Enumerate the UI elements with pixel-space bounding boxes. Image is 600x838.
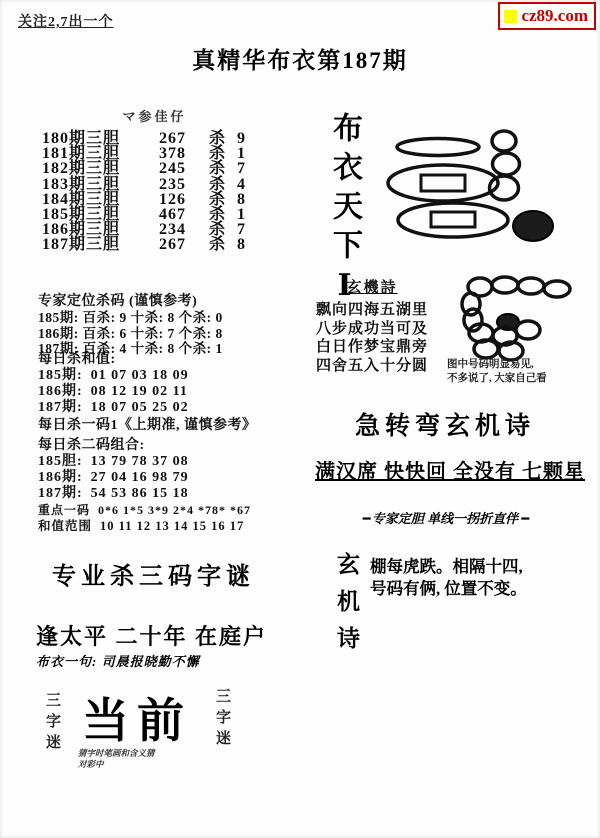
kill-label-cell: 杀 — [208, 221, 226, 239]
row-label: 186期: — [38, 470, 83, 485]
kill-position-row: 186期: 百杀: 6 十杀: 7 个杀: 8 — [38, 325, 223, 341]
mystery-text — [370, 556, 595, 600]
daily-kill-combo-section — [38, 414, 298, 534]
daily-kill-sum-section — [38, 348, 298, 416]
mystery-text-line: 棚每虎跌。相隔十四, — [370, 557, 523, 576]
figure-caption — [447, 358, 597, 386]
daily-kill-two-title: 每日杀二码组合: — [38, 438, 145, 453]
kill-value-cell: 8 — [237, 236, 246, 254]
three-char-note — [78, 748, 155, 770]
history-header: マ参佳仔 — [122, 109, 187, 124]
focus-note: 关注2,7出一个 — [18, 15, 114, 30]
number-row — [38, 454, 298, 470]
row-values: 08 12 19 02 11 — [90, 384, 188, 399]
turn-poem-line: 满汉席 快快回 全没有 七颗星 — [315, 461, 585, 483]
period-cell: 183期三胆 — [42, 175, 121, 193]
kill-label-cell: 杀 — [208, 206, 226, 224]
period-cell: 185期三胆 — [42, 206, 121, 224]
buyi-sentence: 布衣一句: 司晨报晓勤不懈 — [36, 654, 200, 669]
note-line: 对彩中 — [78, 759, 104, 769]
number-row — [38, 486, 298, 502]
code-cell: 267 — [159, 130, 186, 147]
kill-value-cell: 1 — [237, 145, 246, 163]
code-cell: 245 — [159, 160, 186, 178]
table-row — [42, 237, 267, 252]
row-values: 10 11 12 13 14 15 16 17 — [100, 519, 245, 533]
code-cell: 467 — [159, 206, 186, 224]
row-label: 185胆: — [38, 454, 83, 469]
period-cell: 181期三胆 — [42, 145, 121, 163]
riddle-line: 逢太平 二十年 在庭户 — [36, 624, 268, 649]
period-cell: 187期三胆 — [42, 236, 121, 254]
code-cell: 235 — [159, 175, 186, 193]
expert-note — [300, 508, 590, 527]
daily-kill-one-title: 每日杀一码1《上期准, 谨慎参考》 — [38, 418, 257, 433]
number-row — [38, 384, 298, 400]
row-values: 54 53 86 15 18 — [90, 486, 189, 501]
yellow-square-icon — [504, 10, 517, 23]
daily-kill-sum-title: 每日杀和值: — [38, 352, 116, 367]
row-label: 186期: — [38, 384, 83, 399]
row-values: 13 79 78 37 08 — [90, 454, 189, 469]
poem-line: 白日作梦宝鼎旁 — [315, 339, 428, 355]
row-values: 01 07 03 18 09 — [90, 368, 189, 383]
coin-illustration — [383, 125, 565, 247]
sum-range-row — [38, 518, 298, 534]
divider-dash: ━ — [362, 511, 369, 526]
code-cell: 267 — [159, 236, 186, 254]
mystery-poem-title: 玄機詩 — [346, 280, 398, 296]
turn-poem-title: 急转弯玄机诗 — [354, 413, 535, 440]
page-title: 真精华布衣第187期 — [192, 48, 408, 73]
mystery-poem — [308, 276, 436, 375]
number-row — [38, 368, 298, 384]
kill-label-cell: 杀 — [208, 130, 226, 147]
expert-note-text: 专家定胆 单线一拐折直伴 — [371, 511, 519, 526]
kill-value-cell: 8 — [237, 190, 246, 208]
row-values: 18 07 05 25 02 — [90, 400, 189, 415]
row-values: 0*6 1*5 3*9 2*4 *78* *67 — [98, 503, 252, 517]
poem-line: 飘向四海五湖里 — [315, 302, 428, 318]
mystery-text-line: 号码有俩, 位置不变。 — [370, 579, 527, 598]
period-cell: 184期三胆 — [42, 190, 121, 208]
period-cell: 186期三胆 — [42, 221, 121, 239]
row-values: 27 04 16 98 79 — [90, 470, 189, 485]
table-row — [42, 192, 267, 207]
code-cell: 234 — [159, 221, 186, 239]
row-label: 187期: — [38, 486, 83, 501]
table-row — [42, 131, 267, 146]
kill-position-title: 专家定位杀码 (谨慎参考) — [38, 294, 198, 309]
kill-value-cell: 9 — [237, 130, 246, 147]
kill-position-row: 187期: 百杀: 4 十杀: 8 个杀: 1 — [38, 341, 223, 356]
three-char-label-left: 三字迷 — [44, 692, 60, 755]
row-label: 重点一码 — [38, 503, 91, 517]
kill-value-cell: 7 — [237, 221, 246, 239]
number-row — [38, 470, 298, 486]
bead-number-illustration — [455, 270, 577, 362]
poem-line: 四舍五入十分圆 — [315, 357, 428, 374]
site-badge[interactable] — [498, 2, 596, 30]
code-cell: 126 — [159, 190, 186, 208]
kill-value-cell: 7 — [237, 160, 246, 178]
kill-label-cell: 杀 — [208, 145, 226, 163]
three-char-answer: 当前 — [82, 696, 192, 748]
key-one-row — [38, 502, 298, 518]
mystery-vertical-title: 玄机诗 — [334, 552, 359, 663]
row-label: 和值范围 — [38, 519, 93, 533]
brand-vertical-title: 布衣天下Ⅰ — [328, 112, 361, 312]
kill-label-cell: 杀 — [208, 236, 226, 254]
kill-label-cell: 杀 — [208, 160, 226, 178]
three-char-label-right: 三字迷 — [214, 688, 230, 751]
caption-line: 图中号码明显易见, — [447, 359, 534, 370]
kill-label-cell: 杀 — [208, 175, 226, 193]
period-cell: 180期三胆 — [42, 130, 121, 147]
period-cell: 182期三胆 — [42, 160, 121, 178]
row-label: 185期: — [38, 368, 83, 383]
caption-line: 不多说了, 大家自己看 — [447, 373, 547, 384]
note-line: 猜字时笔画和含义猜 — [78, 748, 155, 758]
table-row — [42, 207, 267, 222]
riddle-title: 专业杀三码字谜 — [52, 564, 255, 590]
kill-label-cell: 杀 — [208, 190, 226, 208]
poem-line: 八步成功当可及 — [315, 320, 428, 337]
history-table — [42, 106, 267, 253]
divider-dash: ━ — [521, 511, 528, 526]
table-row — [42, 177, 267, 192]
code-cell: 378 — [159, 145, 186, 163]
kill-value-cell: 1 — [237, 206, 246, 224]
kill-position-section — [38, 290, 298, 357]
site-badge-label: cz89.com — [521, 6, 588, 25]
kill-position-row: 185期: 百杀: 9 十杀: 8 个杀: 0 — [38, 310, 223, 325]
row-label: 187期: — [38, 400, 83, 415]
kill-value-cell: 4 — [237, 175, 246, 193]
table-row — [42, 161, 267, 176]
